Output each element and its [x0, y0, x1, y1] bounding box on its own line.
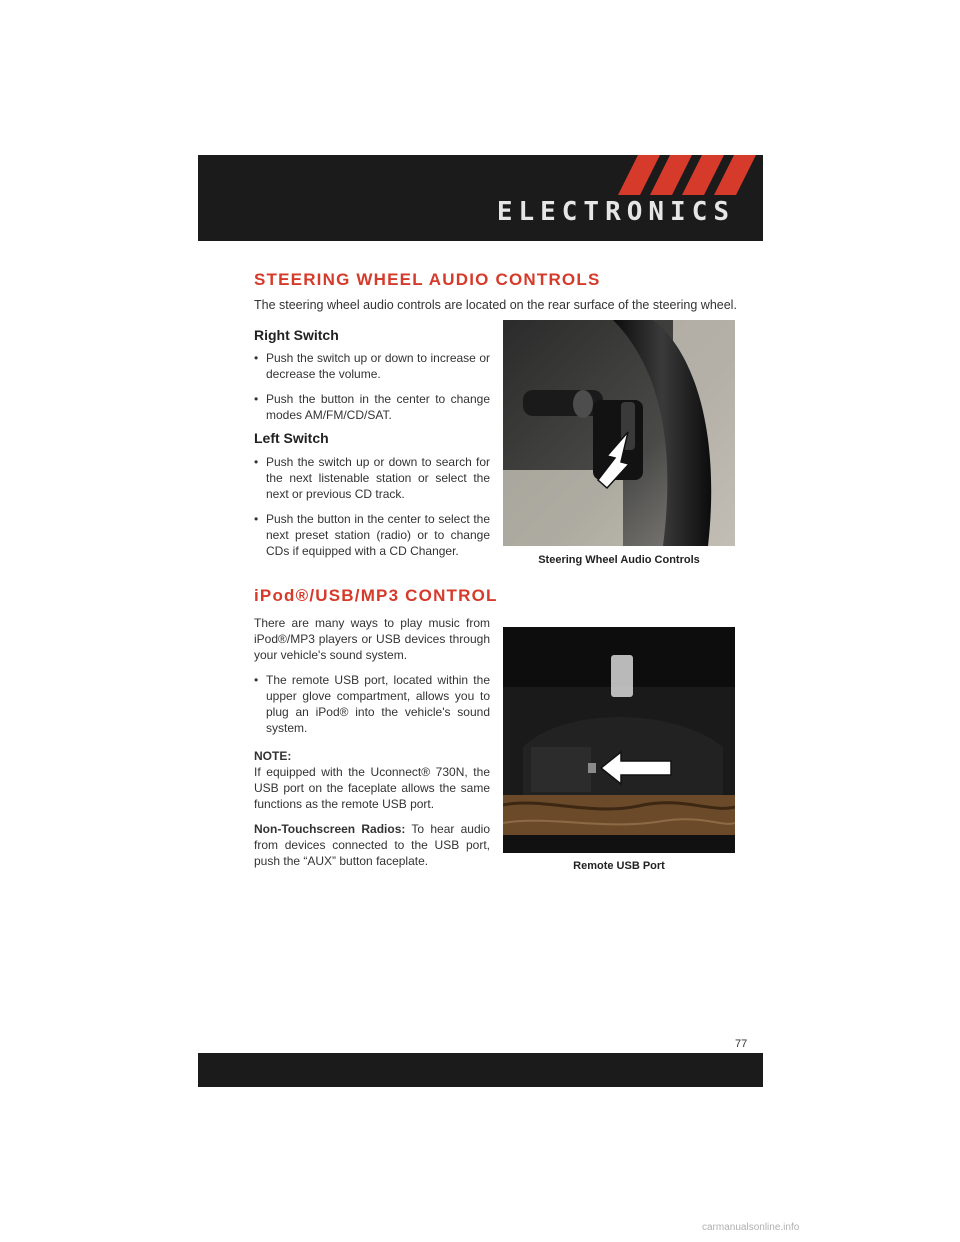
figure-caption-steering: Steering Wheel Audio Controls	[538, 554, 700, 566]
non-touchscreen-paragraph	[254, 821, 490, 869]
list-item: • The remote USB port, located within the upper glove compartment, allows you to plug an iPod® into the vehicle's sound system.	[254, 672, 490, 736]
non-touchscreen-label: Non-Touchscreen Radios:	[254, 822, 406, 836]
note-text: If equipped with the Uconnect® 730N, the USB port on the faceplate allows the same functions as the remote USB port.	[254, 765, 490, 811]
subheading-right-switch: Right Switch	[254, 327, 339, 343]
watermark-text: carmanualsonline.info	[702, 1222, 800, 1233]
subheading-left-switch: Left Switch	[254, 430, 329, 446]
ipod-usb-body	[254, 615, 490, 869]
list-item: • Push the switch up or down to search for the next listenable station or select the next or previous CD track.	[254, 454, 490, 502]
section-header-bar	[198, 155, 763, 241]
red-stripes-logo	[618, 155, 758, 195]
list-item: • Push the button in the center to change modes AM/FM/CD/SAT.	[254, 391, 490, 423]
section-title-ipod-usb: iPod®/USB/MP3 CONTROL	[254, 586, 498, 605]
list-item: • Push the switch up or down to increase or decrease the volume.	[254, 350, 490, 382]
page-number: 77	[735, 1038, 748, 1050]
footer-bar	[198, 1053, 763, 1087]
section-title-steering-wheel: STEERING WHEEL AUDIO CONTROLS	[254, 270, 601, 289]
remote-usb-port-photo	[503, 627, 735, 853]
figure-caption-usb: Remote USB Port	[573, 860, 665, 872]
section-intro-steering: The steering wheel audio controls are located on the rear surface of the steering wheel.	[254, 298, 737, 312]
non-touchscreen-text: To hear audio from devices connected to the USB port, push the “AUX” button faceplate.	[254, 822, 490, 868]
left-switch-list	[254, 454, 490, 568]
steering-wheel-photo	[503, 320, 735, 546]
ipod-intro: There are many ways to play music from iPod®/MP3 players or USB devices through your vehicle's sound system.	[254, 616, 490, 662]
chapter-title: ELECTRONICS	[496, 197, 735, 227]
note-label: NOTE:	[254, 749, 292, 763]
right-switch-list	[254, 350, 490, 432]
list-item: • Push the button in the center to select the next preset station (radio) or to change CDs if equipped with a CD Changer.	[254, 511, 490, 559]
